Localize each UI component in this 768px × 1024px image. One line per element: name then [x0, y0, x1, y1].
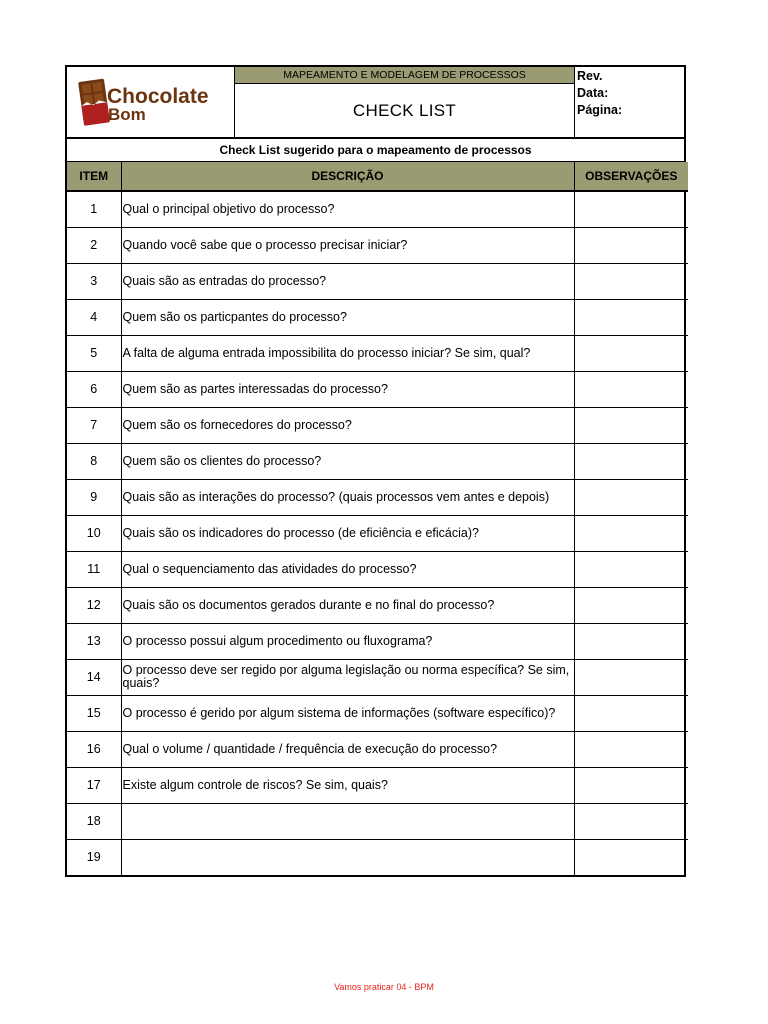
document-title: CHECK LIST: [352, 100, 457, 120]
table-row: [67, 407, 688, 443]
table-row: [67, 587, 688, 623]
item-number-cell: 10: [67, 515, 121, 551]
description-cell[interactable]: O processo deve ser regido por alguma legislação ou norma específica? Se sim, quais?: [121, 659, 574, 695]
observations-cell[interactable]: [574, 443, 688, 479]
table-body: [67, 191, 688, 875]
title-cell: [235, 67, 575, 137]
item-number-cell: 7: [67, 407, 121, 443]
meta-cell: [575, 67, 684, 137]
rev-label: Rev.: [577, 69, 603, 83]
table-row: [67, 659, 688, 695]
observations-cell[interactable]: [574, 767, 688, 803]
item-number-cell: 12: [67, 587, 121, 623]
description-cell[interactable]: Qual o sequenciamento das atividades do processo?: [121, 551, 574, 587]
table-row: [67, 731, 688, 767]
table-row: [67, 443, 688, 479]
table-row: [67, 191, 688, 227]
page-footer: Vamos praticar 04 - BPM: [334, 982, 434, 992]
item-number-cell: 13: [67, 623, 121, 659]
table-row: [67, 263, 688, 299]
item-number-cell: 19: [67, 839, 121, 875]
observations-cell[interactable]: [574, 623, 688, 659]
description-cell[interactable]: Quem são os fornecedores do processo?: [121, 407, 574, 443]
observations-cell[interactable]: [574, 335, 688, 371]
checklist-subheading: Check List sugerido para o mapeamento de processos: [67, 139, 684, 162]
observations-cell[interactable]: [574, 695, 688, 731]
observations-cell[interactable]: [574, 515, 688, 551]
item-number-cell: 8: [67, 443, 121, 479]
table-row: [67, 299, 688, 335]
observations-cell[interactable]: [574, 227, 688, 263]
table-row: [67, 515, 688, 551]
document-header: [67, 67, 684, 139]
table-row: [67, 767, 688, 803]
description-cell[interactable]: Quem são os particpantes do processo?: [121, 299, 574, 335]
observations-cell[interactable]: [574, 407, 688, 443]
column-header-observations: OBSERVAÇÕES: [574, 162, 688, 191]
column-header-item: ITEM: [67, 162, 121, 191]
description-cell[interactable]: Quais são as interações do processo? (quais processos vem antes e depois): [121, 479, 574, 515]
description-cell[interactable]: [121, 839, 574, 875]
observations-cell[interactable]: [574, 839, 688, 875]
item-number-cell: 14: [67, 659, 121, 695]
table-row: [67, 695, 688, 731]
item-number-cell: 1: [67, 191, 121, 227]
table-row: [67, 227, 688, 263]
checklist-sheet: [65, 65, 686, 877]
observations-cell[interactable]: [574, 479, 688, 515]
observations-cell[interactable]: [574, 371, 688, 407]
description-cell[interactable]: Quem são as partes interessadas do processo?: [121, 371, 574, 407]
description-cell[interactable]: Quais são os documentos gerados durante e no final do processo?: [121, 587, 574, 623]
checklist-table: [67, 162, 688, 875]
observations-cell[interactable]: [574, 587, 688, 623]
document-subtitle: MAPEAMENTO E MODELAGEM DE PROCESSOS: [235, 67, 574, 84]
description-cell[interactable]: Quais são as entradas do processo?: [121, 263, 574, 299]
logo-cell: [67, 67, 235, 137]
table-row: [67, 479, 688, 515]
description-cell[interactable]: Quais são os indicadores do processo (de eficiência e eficácia)?: [121, 515, 574, 551]
logo-text-bom: Bom: [108, 105, 146, 124]
item-number-cell: 15: [67, 695, 121, 731]
description-cell[interactable]: Quem são os clientes do processo?: [121, 443, 574, 479]
observations-cell[interactable]: [574, 299, 688, 335]
item-number-cell: 5: [67, 335, 121, 371]
page-label: Página:: [577, 103, 623, 117]
description-cell[interactable]: Existe algum controle de riscos? Se sim, quais?: [121, 767, 574, 803]
item-number-cell: 4: [67, 299, 121, 335]
item-number-cell: 2: [67, 227, 121, 263]
date-label: Data:: [577, 86, 609, 100]
chocolate-logo-icon: [77, 74, 217, 130]
item-number-cell: 18: [67, 803, 121, 839]
item-number-cell: 3: [67, 263, 121, 299]
observations-cell[interactable]: [574, 803, 688, 839]
table-row: [67, 839, 688, 875]
description-cell[interactable]: O processo é gerido por algum sistema de informações (software específico)?: [121, 695, 574, 731]
table-header-row: [67, 162, 688, 191]
observations-cell[interactable]: [574, 659, 688, 695]
description-cell[interactable]: Qual o volume / quantidade / frequência de execução do processo?: [121, 731, 574, 767]
table-row: [67, 551, 688, 587]
observations-cell[interactable]: [574, 551, 688, 587]
description-cell[interactable]: Quando você sabe que o processo precisar iniciar?: [121, 227, 574, 263]
observations-cell[interactable]: [574, 191, 688, 227]
item-number-cell: 16: [67, 731, 121, 767]
column-header-description: DESCRIÇÃO: [121, 162, 574, 191]
table-row: [67, 371, 688, 407]
table-row: [67, 335, 688, 371]
description-cell[interactable]: A falta de alguma entrada impossibilita do processo iniciar? Se sim, qual?: [121, 335, 574, 371]
item-number-cell: 6: [67, 371, 121, 407]
observations-cell[interactable]: [574, 731, 688, 767]
item-number-cell: 11: [67, 551, 121, 587]
logo-text-chocolate: Chocolate: [107, 85, 209, 108]
item-number-cell: 17: [67, 767, 121, 803]
observations-cell[interactable]: [574, 263, 688, 299]
description-cell[interactable]: O processo possui algum procedimento ou fluxograma?: [121, 623, 574, 659]
item-number-cell: 9: [67, 479, 121, 515]
description-cell[interactable]: Qual o principal objetivo do processo?: [121, 191, 574, 227]
table-row: [67, 623, 688, 659]
description-cell[interactable]: [121, 803, 574, 839]
table-row: [67, 803, 688, 839]
